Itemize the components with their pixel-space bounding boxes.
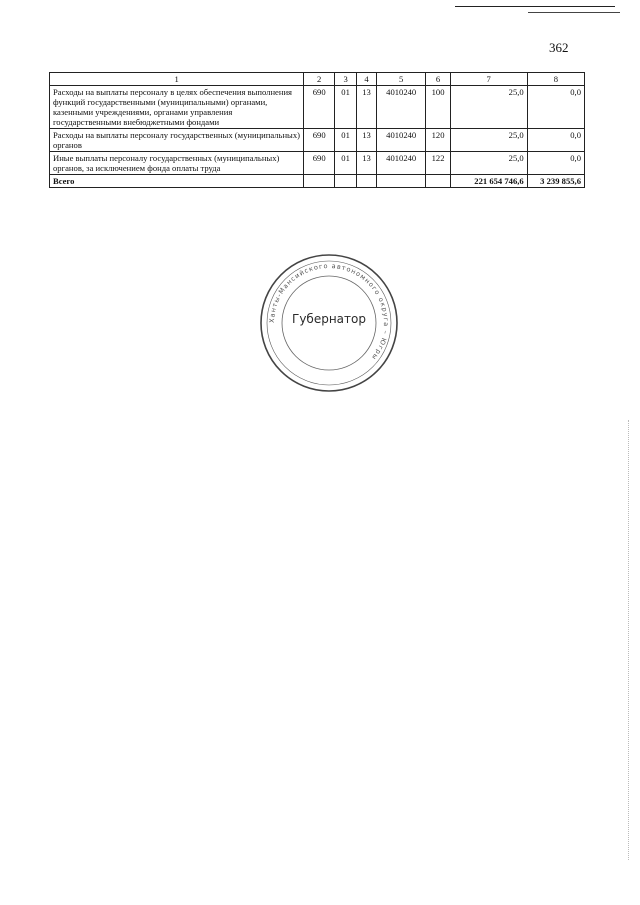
row-ministry-code: 690	[304, 152, 335, 175]
table-row	[50, 86, 585, 129]
table-header-row	[50, 73, 585, 86]
row-description: Расходы на выплаты персоналу в целях обеспечения выполнения функций государственными (муниципальными) органами, казенными учреждениями, органами управления государственными внебюджетными фондами	[50, 86, 304, 129]
total-empty-6	[426, 175, 450, 188]
row-description: Расходы на выплаты персоналу государственных (муниципальных) органов	[50, 129, 304, 152]
row-subsection: 13	[357, 152, 377, 175]
row-section: 01	[335, 129, 357, 152]
row-subsection: 13	[357, 86, 377, 129]
seal-label: Губернатор	[292, 312, 366, 326]
header-col-3: 3	[335, 73, 357, 86]
table-row	[50, 152, 585, 175]
header-col-5: 5	[376, 73, 426, 86]
official-seal	[258, 252, 400, 394]
header-col-7: 7	[450, 73, 527, 86]
row-description: Иные выплаты персоналу государственных (муниципальных) органов, за исключением фонда оплаты труда	[50, 152, 304, 175]
header-col-2: 2	[304, 73, 335, 86]
header-col-4: 4	[357, 73, 377, 86]
table-total-row	[50, 175, 585, 188]
row-amount-2: 0,0	[527, 152, 584, 175]
table-row	[50, 129, 585, 152]
row-amount-2: 0,0	[527, 129, 584, 152]
row-target-article: 4010240	[376, 152, 426, 175]
total-amount-2: 3 239 855,6	[527, 175, 584, 188]
row-target-article: 4010240	[376, 86, 426, 129]
header-col-8: 8	[527, 73, 584, 86]
row-section: 01	[335, 152, 357, 175]
row-expense-type: 120	[426, 129, 450, 152]
total-empty-5	[376, 175, 426, 188]
row-target-article: 4010240	[376, 129, 426, 152]
row-amount-2: 0,0	[527, 86, 584, 129]
row-expense-type: 122	[426, 152, 450, 175]
page-number: 362	[549, 40, 569, 55]
margin-scan-marks	[628, 420, 631, 860]
row-amount: 25,0	[450, 152, 527, 175]
top-rule-short	[528, 12, 620, 13]
header-col-6: 6	[426, 73, 450, 86]
budget-table	[49, 72, 585, 188]
header-col-1: 1	[50, 73, 304, 86]
row-section: 01	[335, 86, 357, 129]
total-empty-2	[304, 175, 335, 188]
total-empty-4	[357, 175, 377, 188]
total-label: Всего	[50, 175, 304, 188]
top-rule	[455, 6, 615, 7]
row-amount: 25,0	[450, 129, 527, 152]
row-expense-type: 100	[426, 86, 450, 129]
row-ministry-code: 690	[304, 129, 335, 152]
total-empty-3	[335, 175, 357, 188]
seal-ring-text: Ханты-Мансийского автономного округа – Югры	[267, 261, 391, 362]
row-ministry-code: 690	[304, 86, 335, 129]
total-amount: 221 654 746,6	[450, 175, 527, 188]
row-amount: 25,0	[450, 86, 527, 129]
row-subsection: 13	[357, 129, 377, 152]
